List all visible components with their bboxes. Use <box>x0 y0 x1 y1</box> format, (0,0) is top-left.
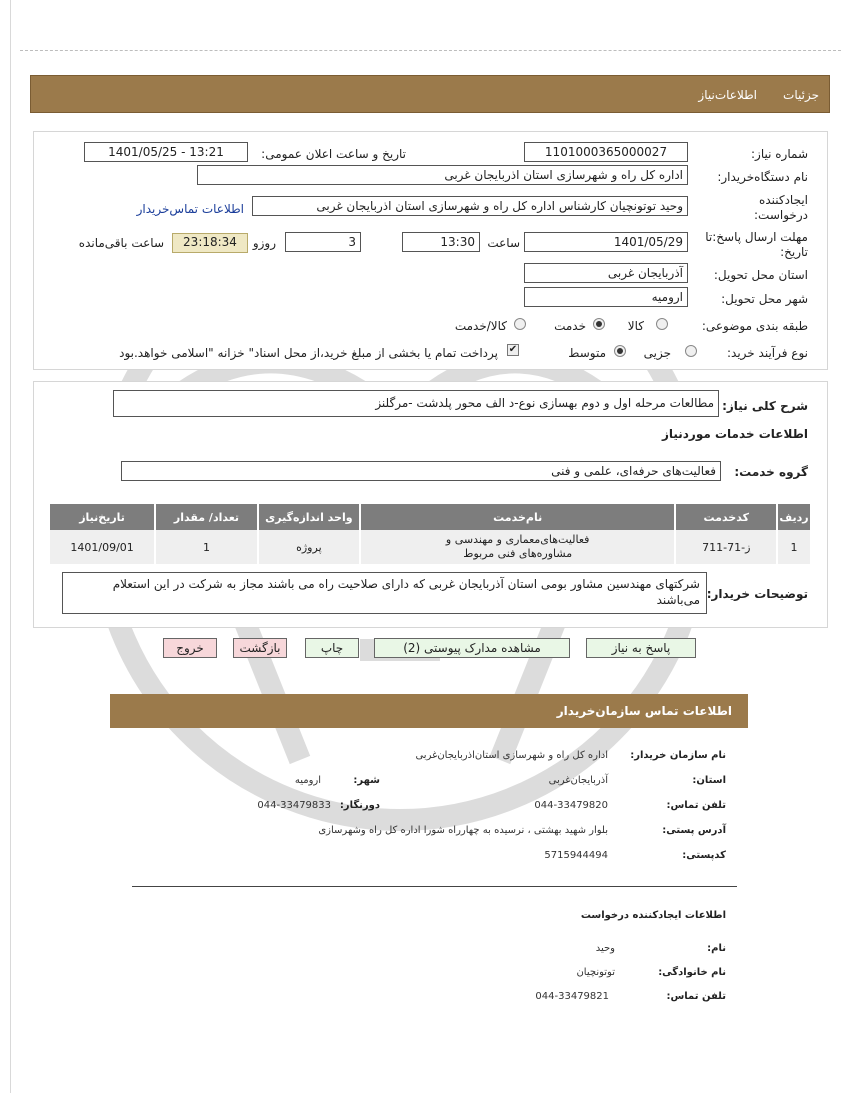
category-option-goods: کالا <box>627 319 644 333</box>
services-table <box>48 504 810 564</box>
buyer-notes-label: توضیحات خریدار: <box>706 587 808 601</box>
category-radio-goods-service[interactable] <box>514 318 526 330</box>
reply-button[interactable]: پاسخ به نیاز <box>586 638 696 658</box>
buyer-org-field: اداره کل راه و شهرسازی استان اذربایجان غربی <box>197 165 688 185</box>
print-button[interactable]: چاپ <box>305 638 359 658</box>
contact-address-value: بلوار شهید بهشتی ، نرسیده به چهارراه شورا اداره کل راه وشهرسازی <box>318 825 608 836</box>
days-label: روزو <box>252 236 276 250</box>
cell-need-date: 1401/09/01 <box>49 530 155 564</box>
col-unit: واحد اندازه‌گیری <box>258 504 360 530</box>
table-header-row <box>49 504 810 530</box>
buyer-org-name-value: اداره کل راه و شهرسازی استان‌اذربایجان‌غربی <box>415 750 608 761</box>
category-option-service: خدمت <box>554 319 586 333</box>
creator-info-title: اطلاعات ایجادکننده درخواست <box>580 910 726 921</box>
contact-phone-label: تلفن تماس: <box>666 800 726 811</box>
buyer-contact-title-bar: اطلاعات تماس سازمان‌خریدار <box>110 694 748 728</box>
creator-name-value: وحید <box>595 943 615 954</box>
time-label: ساعت <box>487 236 520 250</box>
category-radio-goods[interactable] <box>656 318 668 330</box>
city-label: شهر محل تحویل: <box>721 292 808 306</box>
contact-phone-value: 044-33479820 <box>534 800 608 811</box>
cell-unit: پروژه <box>258 530 360 564</box>
exit-button[interactable]: خروج <box>163 638 217 658</box>
treasury-checkbox[interactable]: ✔ <box>508 344 518 355</box>
cell-service-name <box>360 530 676 564</box>
creator-family-value: توتونچیان <box>576 967 615 978</box>
tab-details[interactable]: جزئیات <box>783 88 819 102</box>
cell-service-name-text: فعالیت‌های‌معماری و مهندسی و مشاوره‌های فنی مربوط <box>445 533 590 560</box>
creator-label-line2: درخواست: <box>754 208 808 222</box>
deadline-time-field: 13:30 <box>402 232 480 252</box>
table-row <box>49 530 810 564</box>
contact-address-label: آدرس پستی: <box>662 825 726 836</box>
process-option-medium: متوسط <box>568 346 606 360</box>
process-radio-minor[interactable] <box>685 345 697 357</box>
general-desc-label: شرح کلی نیاز: <box>722 399 808 413</box>
back-button[interactable]: بازگشت <box>233 638 287 658</box>
contact-fax-label: دورنگار: <box>339 800 380 811</box>
creator-phone-label: تلفن تماس: <box>666 991 726 1002</box>
category-option-goods-service: کالا/خدمت <box>454 319 507 333</box>
top-divider <box>20 50 841 51</box>
creator-label-line1: ایجادکننده <box>759 193 808 207</box>
announce-label: تاریخ و ساعت اعلان عمومی: <box>261 147 406 161</box>
col-service-name: نام‌خدمت <box>360 504 676 530</box>
contact-postal-value: 5715944494 <box>544 850 608 861</box>
creator-field: وحید توتونچیان کارشناس اداره کل راه و شهرسازی استان اذربایجان غربی <box>252 196 688 216</box>
cell-quantity: 1 <box>155 530 258 564</box>
creator-name-label: نام: <box>707 943 726 954</box>
category-radio-service[interactable] <box>593 318 605 330</box>
contact-fax-value: 044-33479833 <box>257 800 331 811</box>
creator-family-label: نام خانوادگی: <box>658 967 726 978</box>
process-option-minor: جزیی <box>643 346 671 360</box>
province-field: آذربایجان غربی <box>524 263 688 283</box>
remaining-timer: 23:18:34 <box>172 233 248 253</box>
deadline-label-line1: مهلت ارسال پاسخ:تا <box>705 230 808 244</box>
view-attachments-button[interactable]: مشاهده مدارک پیوستی (2) <box>374 638 570 658</box>
need-number-field: 1101000365000027 <box>524 142 688 162</box>
payment-note: پرداخت تمام یا بخشی از مبلغ خرید،از محل اسناد" خزانه "اسلامی خواهد.بود <box>119 346 498 360</box>
contact-postal-label: کدپستی: <box>682 850 726 861</box>
days-field: 3 <box>285 232 361 252</box>
deadline-date-field: 1401/05/29 <box>524 232 688 252</box>
col-need-date: تاریخ‌نیاز <box>49 504 155 530</box>
col-row-number: ردیف <box>777 504 810 530</box>
services-heading: اطلاعات خدمات موردنیاز <box>661 427 808 441</box>
process-radio-medium[interactable] <box>614 345 626 357</box>
contact-city-value: ارومیه <box>294 775 321 786</box>
col-service-code: کدخدمت <box>675 504 777 530</box>
contact-divider <box>132 886 737 887</box>
left-border <box>10 0 11 1093</box>
announce-date-field: 1401/05/25 - 13:21 <box>84 142 248 162</box>
buyer-contact-link[interactable]: اطلاعات تماس‌خریدار <box>136 202 244 216</box>
category-label: طبقه بندی موضوعی: <box>701 319 808 333</box>
buyer-org-name-label: نام سازمان خریدار: <box>630 750 726 761</box>
buyer-notes-field: شرکتهای مهندسین مشاور بومی استان آذربایجان غربی که دارای صلاحیت راه می باشند مجاز به شرکت در این استعلام می‌باشند <box>62 572 707 614</box>
creator-phone-value: 044-33479821 <box>535 991 609 1002</box>
col-quantity: تعداد/ مقدار <box>155 504 258 530</box>
cell-row-number: 1 <box>777 530 810 564</box>
buyer-org-label: نام دستگاه‌خریدار: <box>717 170 808 184</box>
contact-city-label: شهر: <box>353 775 380 786</box>
remaining-label: ساعت باقی‌مانده <box>78 236 164 250</box>
process-label: نوع فرآیند خرید: <box>727 346 808 360</box>
top-header-bar <box>30 75 830 113</box>
contact-province-value: آذربایجان‌غربی <box>548 775 608 786</box>
services-table-wrapper <box>48 504 810 564</box>
service-group-field: فعالیت‌های حرفه‌ای، علمی و فنی <box>121 461 721 481</box>
service-group-label: گروه خدمت: <box>734 465 808 479</box>
deadline-label-line2: تاریخ: <box>780 245 808 259</box>
general-desc-field: مطالعات مرحله اول و دوم بهسازی نوع-د الف محور پلدشت -مرگلنز <box>113 390 719 417</box>
need-number-label: شماره نیاز: <box>751 147 808 161</box>
city-field: ارومیه <box>524 287 688 307</box>
cell-service-code: ز-71-711 <box>675 530 777 564</box>
tab-need-info[interactable]: اطلاعات‌نیاز <box>698 88 757 102</box>
contact-province-label: استان: <box>692 775 726 786</box>
province-label: استان محل تحویل: <box>713 268 808 282</box>
